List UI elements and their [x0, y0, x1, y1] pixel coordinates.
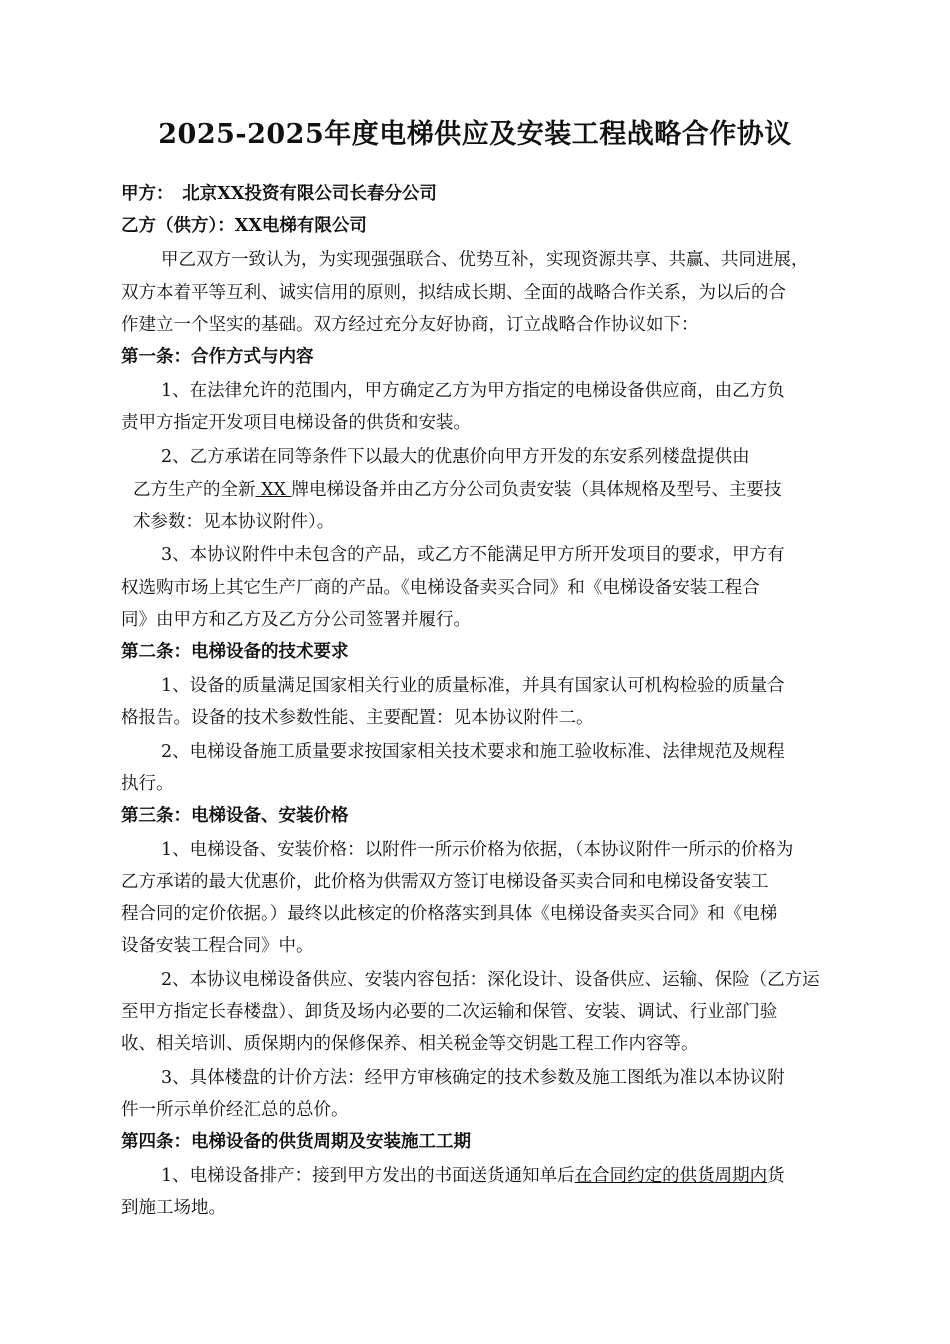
paragraph-line: 乙方承诺的最大优惠价，此价格为供需双方签订电梯设备买卖合同和电梯设备安装工 — [121, 872, 769, 892]
paragraph-line: 到施工场地。 — [121, 1198, 226, 1218]
document-title: 2025-2025年度电梯供应及安装工程战略合作协议 — [158, 119, 792, 150]
paragraph-line: 件一所示单价经汇总的总价。 — [121, 1100, 349, 1120]
party-b: 乙方（供方）：XX电梯有限公司 — [121, 216, 367, 236]
article-3-heading: 第三条：电梯设备、安装价格 — [121, 806, 349, 826]
paragraph-line: 1、在法律允许的范围内，甲方确定乙方为甲方指定的电梯设备供应商，由乙方负 — [161, 381, 785, 401]
paragraph-line: 3、本协议附件中未包含的产品，或乙方不能满足甲方所开发项目的要求，甲方有 — [161, 545, 785, 565]
preamble-line: 作建立一个坚实的基础。双方经过充分友好协商，订立战略合作协议如下： — [121, 315, 699, 335]
paragraph-line: 责甲方指定开发项目电梯设备的供货和安装。 — [121, 413, 471, 433]
paragraph-line: 2、乙方承诺在同等条件下以最大的优惠价向甲方开发的东安系列楼盘提供由 — [161, 447, 750, 467]
preamble-line: 双方本着平等互利、诚实信用的原则，拟结成长期、全面的战略合作关系，为以后的合 — [121, 283, 786, 303]
paragraph-line: 2、本协议电梯设备供应、安装内容包括：深化设计、设备供应、运输、保险（乙方运 — [161, 970, 820, 990]
paragraph-line: 程合同的定价依据。）最终以此核定的价格落实到具体《电梯设备卖买合同》和《电梯 — [121, 904, 778, 924]
paragraph-line: 收、相关培训、质保期内的保修保养、相关税金等交钥匙工程工作内容等。 — [121, 1034, 699, 1054]
text-run: 1、电梯设备排产：接到甲方发出的书面送货通知单后 — [161, 1166, 575, 1186]
underlined-text: 在合同约定的供货周期内 — [574, 1166, 768, 1186]
paragraph-line: 设备安装工程合同》中。 — [121, 936, 314, 956]
paragraph-line: 权选购市场上其它生产厂商的产品。《电梯设备卖买合同》和《电梯设备安装工程合 — [121, 578, 760, 598]
paragraph-line — [161, 1165, 841, 1187]
article-1-heading: 第一条：合作方式与内容 — [121, 347, 314, 367]
text-run: 牌电梯设备并由乙方分公司负责安装（具体规格及型号、主要技 — [291, 480, 782, 500]
text-run: 乙方生产的全新 — [133, 480, 256, 500]
paragraph-line: 执行。 — [121, 774, 174, 794]
paragraph-line: 3、具体楼盘的计价方法：经甲方审核确定的技术参数及施工图纸为准以本协议附 — [161, 1068, 785, 1088]
party-a: 甲方： 北京XX投资有限公司长春分公司 — [121, 184, 437, 204]
preamble-line: 甲乙双方一致认为，为实现强强联合、优势互补，实现资源共享、共赢、共同进展， — [161, 250, 809, 270]
paragraph-line: 1、电梯设备、安装价格：以附件一所示价格为依据，（本协议附件一所示的价格为 — [161, 840, 794, 860]
article-2-heading: 第二条：电梯设备的技术要求 — [121, 642, 349, 662]
article-4-heading: 第四条：电梯设备的供货周期及安装施工工期 — [121, 1132, 471, 1152]
brand-blank: XX — [255, 480, 292, 500]
paragraph-line: 2、电梯设备施工质量要求按国家相关技术要求和施工验收标准、法律规范及规程 — [161, 742, 785, 762]
paragraph-line: 术参数：见本协议附件）。 — [133, 512, 335, 532]
paragraph-line: 至甲方指定长春楼盘）、卸货及场内必要的二次运输和保管、安装、调试、行业部门验 — [121, 1002, 778, 1022]
text-run: 货 — [767, 1166, 785, 1186]
paragraph-line — [133, 479, 841, 501]
paragraph-line: 1、设备的质量满足国家相关行业的质量标准，并具有国家认可机构检验的质量合 — [161, 676, 785, 696]
paragraph-line: 格报告。设备的技术参数性能、主要配置：见本协议附件二。 — [121, 708, 594, 728]
paragraph-line: 同》由甲方和乙方及乙方分公司签署并履行。 — [121, 610, 471, 630]
